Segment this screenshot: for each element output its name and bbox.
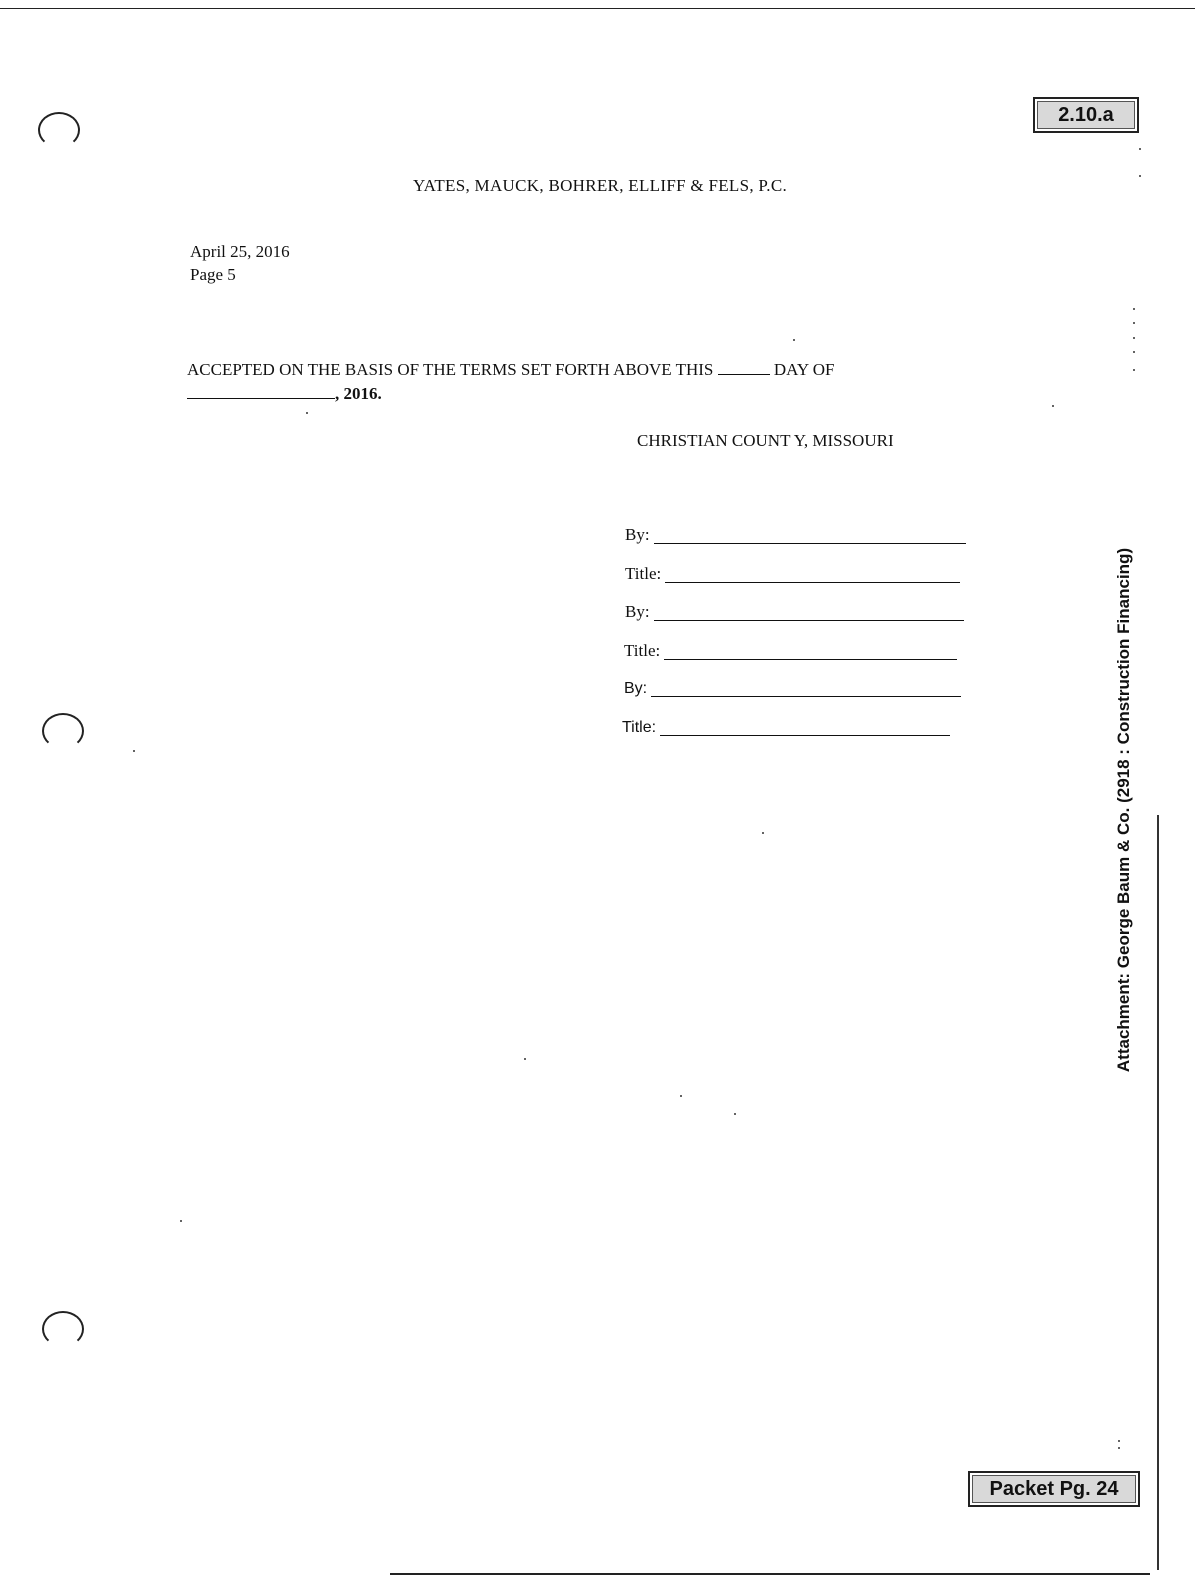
bottom-rule xyxy=(390,1573,1150,1575)
signature-label: By: xyxy=(625,602,650,621)
page-number: Page 5 xyxy=(190,265,236,284)
scan-speck xyxy=(1052,405,1054,407)
acceptance-text-1: ACCEPTED ON THE BASIS OF THE TERMS SET FORTH ABOVE THIS xyxy=(187,360,714,379)
scan-speck xyxy=(1133,337,1135,339)
scan-speck xyxy=(306,412,308,414)
scan-speck xyxy=(1118,1447,1120,1449)
firm-letterhead: YATES, MAUCK, BOHRER, ELLIFF & FELS, P.C. xyxy=(412,176,788,195)
signature-blank xyxy=(665,581,960,583)
scan-speck xyxy=(524,1058,526,1060)
scan-speck xyxy=(680,1095,682,1097)
attachment-caption-text: Attachment: George Baum & Co. (2918 : Construction Financing) xyxy=(1114,547,1133,1073)
signature-blank xyxy=(654,619,964,621)
scan-speck xyxy=(1118,1440,1120,1442)
signature-line-title-3 xyxy=(622,719,950,737)
signature-line-title-2 xyxy=(624,641,957,661)
right-margin-rule xyxy=(1157,815,1159,1570)
scan-speck xyxy=(133,750,135,752)
signature-label: Title: xyxy=(624,641,661,660)
signature-label: By: xyxy=(624,680,648,697)
signature-label: Title: xyxy=(625,564,662,583)
acceptance-statement xyxy=(187,358,967,406)
scan-speck xyxy=(1139,148,1141,150)
punch-hole-middle xyxy=(42,713,84,749)
scan-speck xyxy=(1133,351,1135,353)
scan-speck xyxy=(1133,369,1135,371)
acceptance-text-2: DAY OF xyxy=(773,360,835,379)
scan-speck xyxy=(762,832,764,834)
top-rule xyxy=(0,8,1195,9)
day-blank xyxy=(718,374,770,375)
signatory-name: CHRISTIAN COUNT Y, MISSOURI xyxy=(637,431,894,450)
letter-date: April 25, 2016 xyxy=(190,242,290,261)
scan-speck xyxy=(1139,175,1141,177)
signature-blank xyxy=(651,695,961,697)
scan-speck xyxy=(180,1220,182,1222)
packet-page-stamp: Packet Pg. 24 xyxy=(968,1471,1140,1507)
scan-speck xyxy=(1133,322,1135,324)
acceptance-text-3: , 2016. xyxy=(335,384,382,403)
signature-line-by-3 xyxy=(624,680,961,698)
signature-line-by-2 xyxy=(625,602,964,622)
month-blank xyxy=(187,398,335,399)
signature-line-title-1 xyxy=(625,564,960,584)
punch-hole-bottom xyxy=(42,1311,84,1347)
scan-speck xyxy=(1133,308,1135,310)
scan-speck xyxy=(793,339,795,341)
punch-hole-top xyxy=(38,112,80,148)
signature-blank xyxy=(664,658,957,660)
signature-blank xyxy=(660,734,950,736)
scan-speck xyxy=(734,1113,736,1115)
agenda-item-stamp: 2.10.a xyxy=(1033,97,1139,133)
signature-blank xyxy=(654,542,966,544)
signature-line-by-1 xyxy=(625,525,966,545)
signature-label: By: xyxy=(625,525,650,544)
signature-label: Title: xyxy=(622,719,657,736)
